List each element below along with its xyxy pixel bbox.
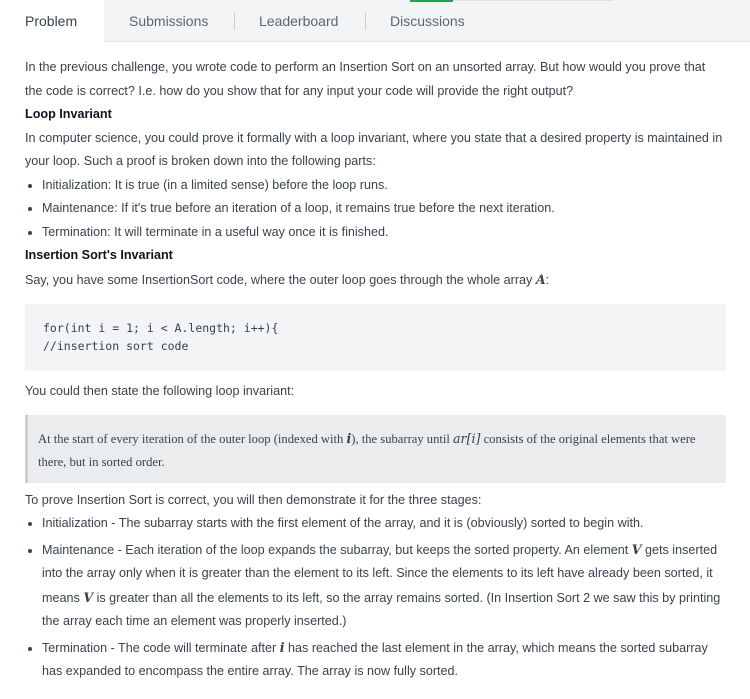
subarray-expression: ar[i] xyxy=(453,430,481,446)
intro-paragraph: In the previous challenge, you wrote code to perform an Insertion Sort on an unsorted array. But how would you prove that the code is correct? I.e. how do you show that for any input your code will provide the right output? xyxy=(25,60,706,98)
array-variable: A xyxy=(535,271,546,287)
loop-invariant-heading: Loop Invariant xyxy=(25,107,112,121)
text-span: At the start of every iteration of the outer loop (indexed with xyxy=(38,431,347,446)
text-span: Say, you have some InsertionSort code, where the outer loop goes through the whole array xyxy=(25,272,536,287)
tab-problem[interactable]: Problem xyxy=(0,0,104,43)
loop-invariant-paragraph: In computer science, you could prove it formally with a loop invariant, where you state that a desired property is maintained in your loop. Such a proof is broken down into the following parts: xyxy=(25,130,723,168)
then-paragraph: You could then state the following loop invariant: xyxy=(25,384,295,398)
text-span: : xyxy=(545,272,550,287)
list-item: • Initialization - The subarray starts with the first element of the array, and it is (obviously) sorted to begin with. xyxy=(42,512,726,536)
text-span: is greater than all the elements to its left, so the array remains sorted. (In Insertion Sort 2 we saw this by printing the array each time an element was properly inserted.) xyxy=(42,590,721,628)
text-span: Maintenance - Each iteration of the loop expands the subarray, but keeps the sorted property. An element xyxy=(42,542,632,557)
tab-submissions[interactable]: Submissions xyxy=(129,13,209,29)
list-item: • Initialization: It is true (in a limited sense) before the loop runs. xyxy=(42,174,726,198)
list-item: • Maintenance: If it's true before an iteration of a loop, it remains true before the next iteration. xyxy=(42,197,726,221)
prove-paragraph: To prove Insertion Sort is correct, you will then demonstrate it for the three stages: xyxy=(25,492,482,507)
list-item xyxy=(42,538,726,634)
invariant-quote xyxy=(25,415,726,483)
loop-invariant-list xyxy=(25,174,726,245)
tab-divider xyxy=(234,12,235,30)
index-variable: i xyxy=(346,430,352,446)
tab-bar xyxy=(0,0,750,42)
list-item: • Termination: It will terminate in a useful way once it is finished. xyxy=(42,221,726,245)
text-span: gets inserted into the array only when it is greater than the element to its left. Since the elements to its left have already been sorted, it means xyxy=(42,542,718,605)
stages-list xyxy=(25,512,726,684)
element-variable: V xyxy=(631,541,642,557)
text-span: consists of the original elements that were there, but in sorted order. xyxy=(38,431,696,469)
element-variable: V xyxy=(83,589,94,605)
tab-leaderboard[interactable]: Leaderboard xyxy=(259,13,339,29)
tab-discussions[interactable]: Discussions xyxy=(390,13,465,29)
insertion-invariant-paragraph xyxy=(25,268,726,293)
problem-statement xyxy=(25,56,726,686)
list-item xyxy=(42,636,726,684)
progress-track xyxy=(453,0,613,1)
index-variable: i xyxy=(279,639,285,655)
text-span: has reached the last element in the array, which means the sorted subarray has expanded to encompass the entire array. The array is now fully sorted. xyxy=(42,640,708,678)
insertion-invariant-heading: Insertion Sort's Invariant xyxy=(25,248,173,262)
text-span: ), the subarray until xyxy=(351,431,454,446)
code-block: for(int i = 1; i < A.length; i++){ //insertion sort code xyxy=(25,304,726,371)
tab-divider xyxy=(365,12,366,30)
text-span: Termination - The code will terminate after xyxy=(42,640,280,655)
